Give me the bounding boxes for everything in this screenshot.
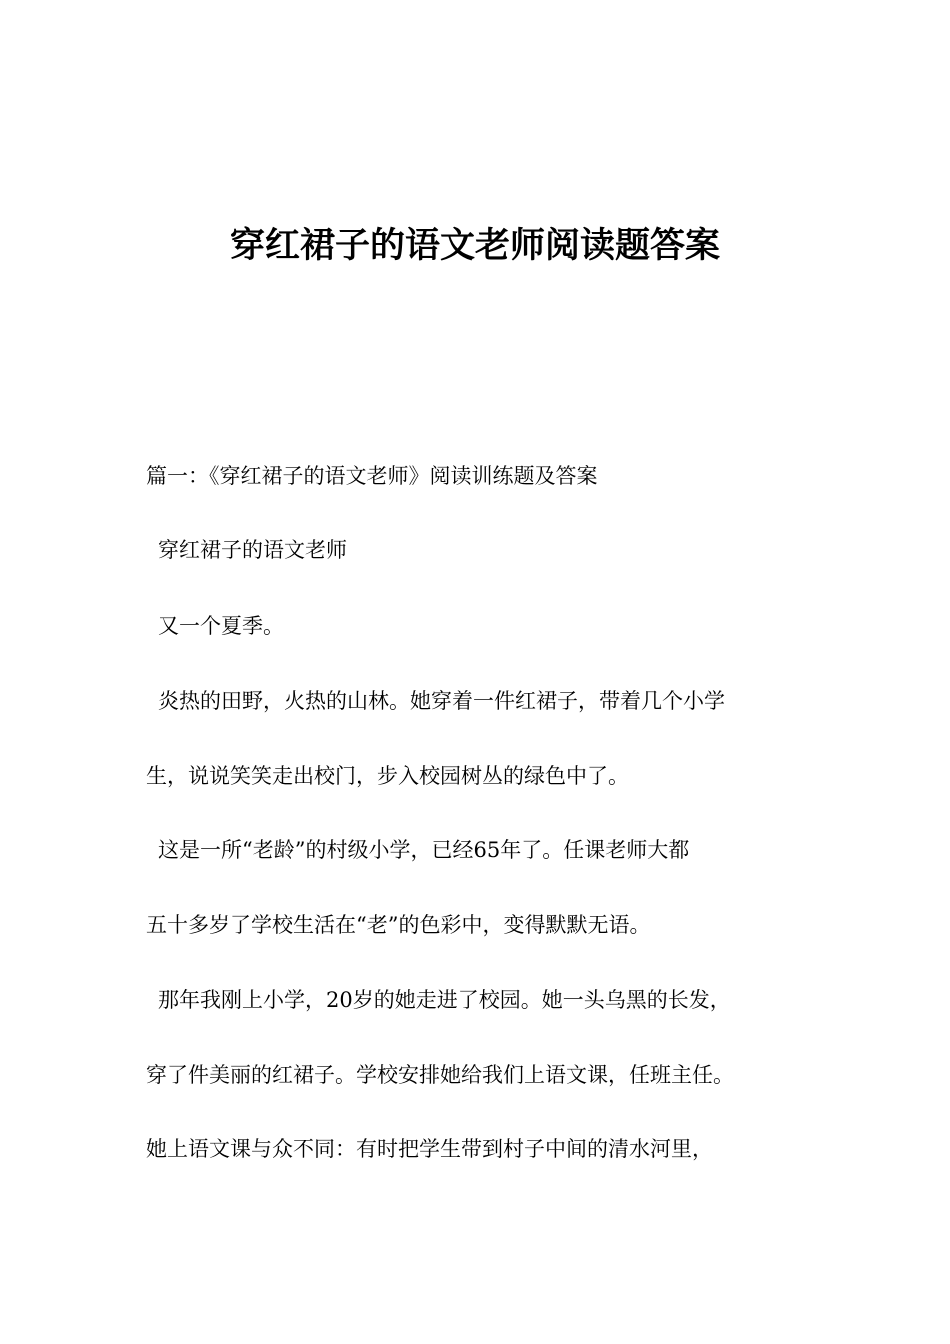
paragraph-line: 穿了件美丽的红裙子。学校安排她给我们上语文课，任班主任。 [146, 1063, 734, 1087]
paragraph-line: 那年我刚上小学，20岁的她走进了校园。她一头乌黑的长发， [158, 988, 731, 1012]
paragraph-line: 炎热的田野，火热的山林。她穿着一件红裙子，带着几个小学 [158, 689, 725, 713]
paragraph-line: 又一个夏季。 [158, 614, 284, 638]
paragraph-line: 她上语文课与众不同：有时把学生带到村子中间的清水河里， [146, 1137, 713, 1161]
article-title: 穿红裙子的语文老师 [158, 538, 347, 562]
paragraph-line: 生，说说笑笑走出校门，步入校园树丛的绿色中了。 [146, 764, 629, 788]
paragraph-line: 这是一所“老龄”的村级小学，已经65年了。任课老师大都 [158, 838, 690, 862]
document-title: 穿红裙子的语文老师阅读题答案 [229, 226, 720, 266]
paragraph-line: 五十多岁了学校生活在“老”的色彩中，变得默默无语。 [146, 913, 651, 937]
section-heading: 篇一：《穿红裙子的语文老师》阅读训练题及答案 [146, 464, 598, 488]
